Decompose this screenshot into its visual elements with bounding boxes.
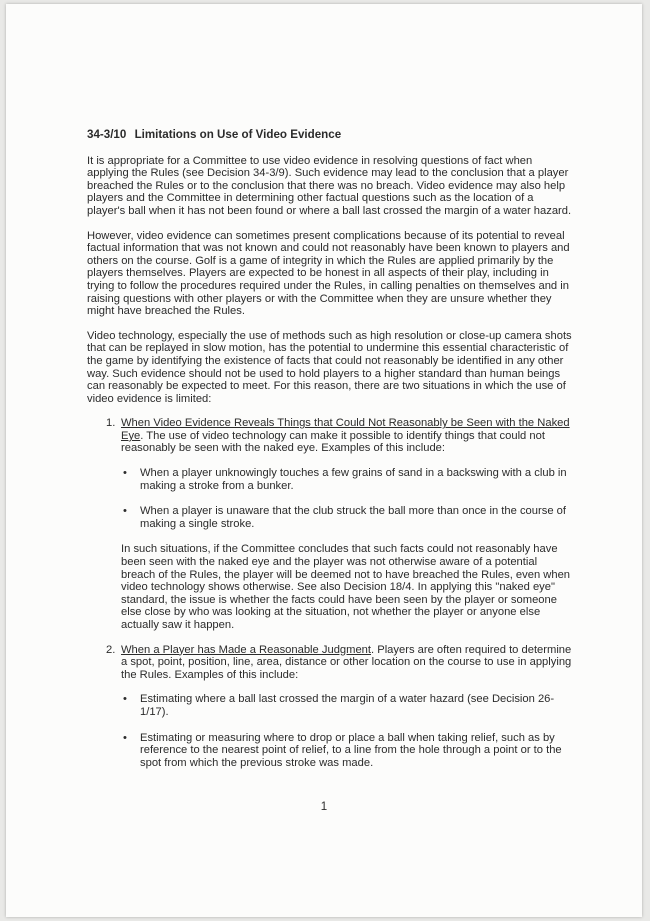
bullet-item bbox=[87, 505, 572, 530]
document-page bbox=[6, 4, 642, 917]
section-title: Limitations on Use of Video Evidence bbox=[134, 128, 342, 141]
list-marker: 2. bbox=[106, 643, 116, 656]
paragraph-2: However, video evidence can sometimes present complications because of its potential to reveal factual information that was not known and could not reasonably have been known to players and others on the course. Golf is a game of integrity in which the Rules are applied primarily by the players themselves. Players are expected to be honest in all aspects of their play, including in trying to follow the procedures required under the Rules, in calling penalties on themselves and in raising questions with other players or with the Committee when they are unsure whether they might have breached the Rules. bbox=[87, 229, 570, 318]
bullet-icon: • bbox=[123, 731, 127, 744]
bullet-icon: • bbox=[123, 467, 127, 480]
section-number: 34-3/10 bbox=[87, 128, 127, 141]
list-item-heading: When a Player has Made a Reasonable Judgment bbox=[121, 643, 372, 656]
paragraph-1: It is appropriate for a Committee to use video evidence in resolving questions of fact when applying the Rules (see Decision 34-3/9). Such evidence may lead to the conclusion that a player breached the Rules or to the conclusion that there was no breach. Video evidence may also help players and the Committee in determining other factual questions such as the location of a player's ball when it has not been found or where a ball last crossed the margin of a water hazard. bbox=[87, 154, 572, 217]
list-item-text: . The use of video technology can make it possible to identify things that could not reasonably be seen with the naked eye. Examples of this include: bbox=[121, 429, 545, 455]
list-item-2 bbox=[87, 644, 572, 682]
bullet-text: When a player is unaware that the club struck the ball more than once in the course of making a single stroke. bbox=[140, 505, 566, 530]
bullet-item bbox=[87, 732, 572, 770]
bullet-item bbox=[87, 467, 572, 492]
list-marker: 1. bbox=[106, 417, 116, 430]
page-content bbox=[87, 129, 572, 782]
bullet-text: Estimating where a ball last crossed the margin of a water hazard (see Decision 26-1/17). bbox=[140, 693, 555, 718]
bullet-item bbox=[87, 693, 572, 718]
list-item-followup: In such situations, if the Committee concludes that such facts could not reasonably have been seen with the naked eye and the player was not otherwise aware of a potential breach of the Rules, the player will be deemed not to have breached the Rules, even when video technology shows otherwise. See also Decision 18/4. In applying this "naked eye" standard, the issue is whether the facts could have been seen by the player or someone else close by who was looking at the situation, not whether the player or anyone else actually saw it happen. bbox=[121, 543, 571, 631]
page-number: 1 bbox=[320, 801, 328, 813]
bullet-text: Estimating or measuring where to drop or place a ball when taking relief, such as by reference to the nearest point of relief, to a line from the hole through a point or to the spot from which the previous stroke was made. bbox=[140, 731, 562, 769]
list-item-1 bbox=[87, 417, 572, 455]
bullet-icon: • bbox=[123, 693, 127, 706]
list-item-heading: When Video Evidence Reveals Things that Could Not Reasonably be Seen with the Naked Eye bbox=[121, 417, 570, 442]
list-item-text: . Players are often required to determine a spot, point, position, line, area, distance or other location on the course to use in applying the Rules. Examples of this include: bbox=[121, 643, 572, 681]
bullet-icon: • bbox=[123, 505, 127, 518]
bullet-text: When a player unknowingly touches a few grains of sand in a backswing with a club in making a stroke from a bunker. bbox=[140, 467, 567, 492]
paragraph-3: Video technology, especially the use of methods such as high resolution or close-up camera shots that can be replayed in slow motion, has the potential to undermine this essential characteristic of the game by identifying the existence of facts that could not reasonably be identified in any other way. Such evidence should not be used to hold players to a higher standard than human beings can reasonably be expected to meet. For this reason, there are two situations in which the use of video evidence is limited: bbox=[87, 329, 572, 405]
section-heading bbox=[87, 129, 572, 142]
